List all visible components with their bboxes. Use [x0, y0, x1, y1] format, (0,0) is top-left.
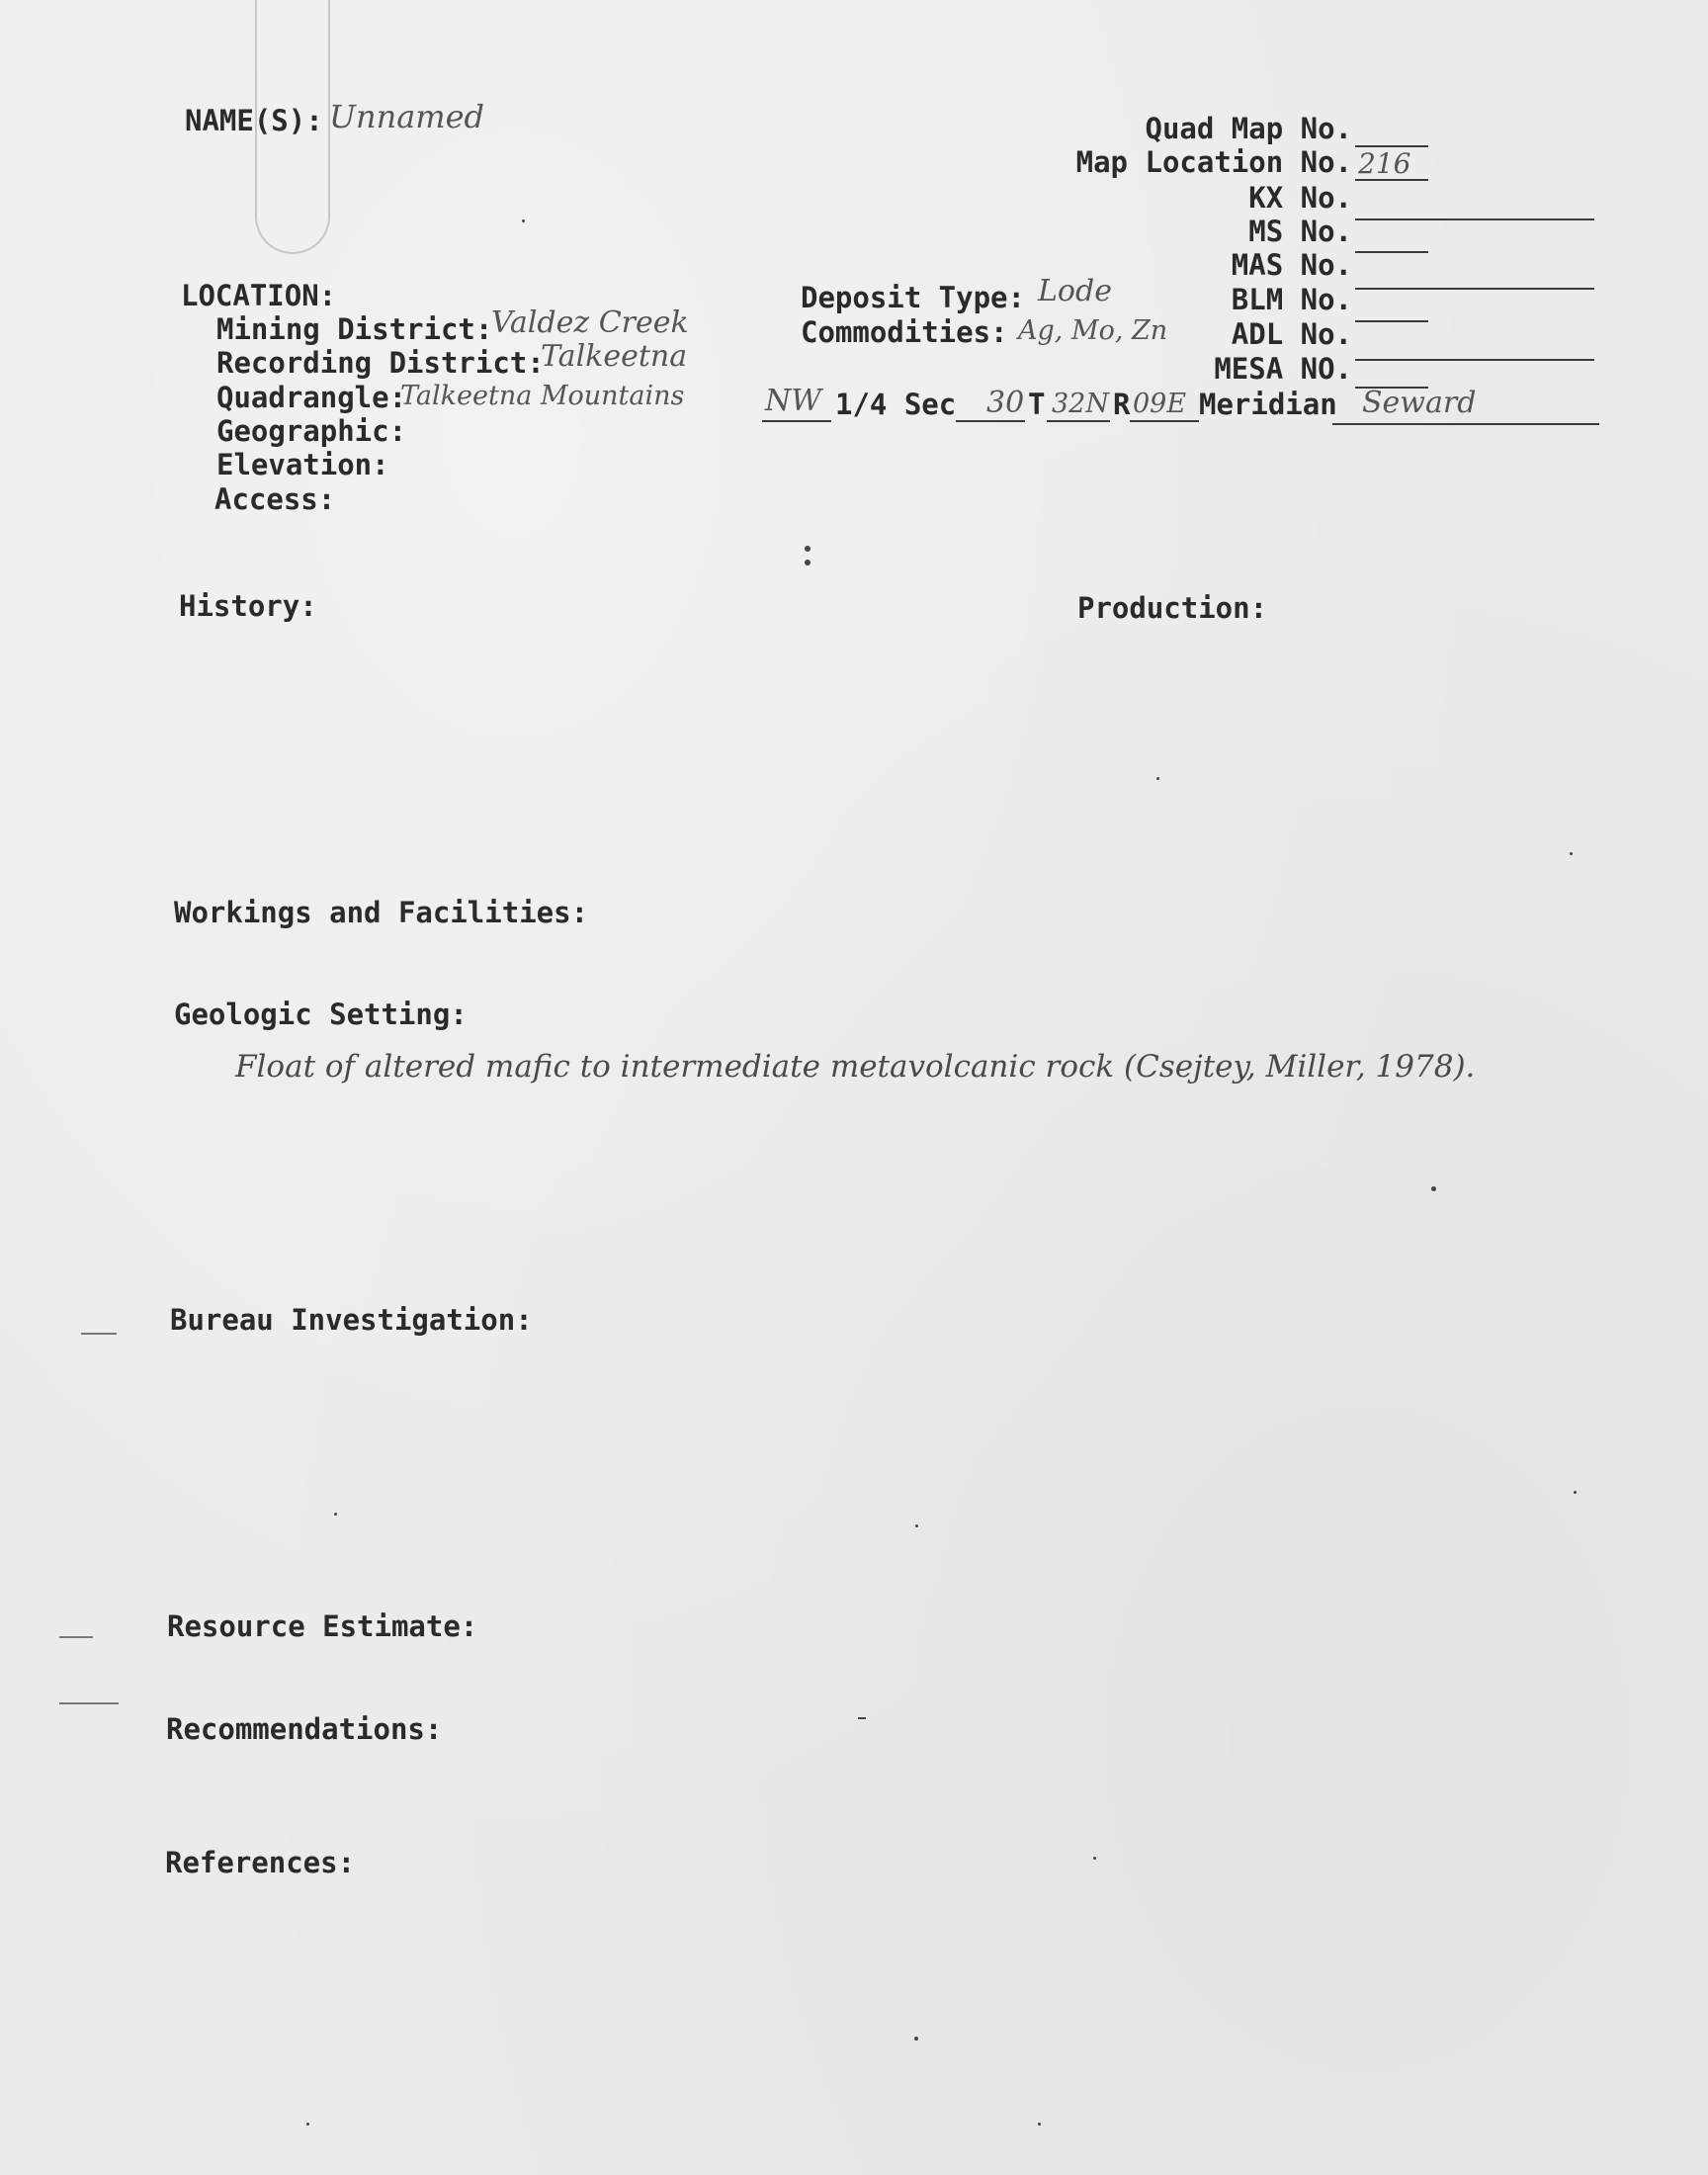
kx-no-label: KX No. — [1248, 181, 1352, 215]
adl-no-line — [1355, 359, 1594, 361]
mas-no-label: MAS No. — [1231, 248, 1352, 282]
mas-no-line — [1355, 288, 1594, 290]
scan-speck — [915, 1524, 918, 1527]
history-label: History: — [179, 589, 317, 623]
scan-speck — [334, 1513, 337, 1516]
access-label: Access: — [214, 482, 336, 516]
mining-district-value: Valdez Creek — [491, 305, 689, 340]
scan-speck — [1574, 1491, 1577, 1494]
workings-label: Workings and Facilities: — [174, 896, 589, 929]
scan-speck — [1570, 852, 1573, 855]
range-label: R — [1113, 388, 1131, 421]
quarter-line — [762, 420, 831, 422]
recording-district-label: Recording District: — [216, 346, 545, 380]
scan-speck — [914, 2037, 918, 2041]
quarter-value: NW — [765, 384, 822, 418]
deposit-type-label: Deposit Type: — [801, 281, 1025, 314]
ms-no-label: MS No. — [1248, 215, 1352, 248]
map-location-no-value: 216 — [1358, 147, 1411, 180]
township-value: 32N — [1052, 389, 1109, 419]
scan-speck — [522, 219, 525, 222]
colon-mark-bottom — [805, 560, 811, 566]
colon-mark-top — [805, 546, 811, 552]
production-label: Production: — [1077, 591, 1268, 625]
adl-no-label: ADL No. — [1231, 317, 1352, 351]
scan-speck — [81, 1333, 117, 1335]
quadrangle-label: Quadrangle: — [216, 381, 407, 414]
geologic-setting-text: Float of altered mafic to intermediate metavolcanic rock (Csejtey, Miller, 1978). — [235, 1049, 1476, 1085]
range-line — [1130, 420, 1199, 422]
scan-speck — [1093, 1857, 1096, 1860]
mining-district-label: Mining District: — [216, 312, 493, 346]
scan-speck — [59, 1636, 93, 1638]
recommendations-label: Recommendations: — [166, 1712, 443, 1746]
scan-speck — [306, 2123, 309, 2126]
geographic-label: Geographic: — [216, 414, 407, 448]
map-location-no-label: Map Location No. — [1075, 145, 1352, 179]
mesa-no-label: MESA NO. — [1214, 352, 1352, 386]
names-label: NAME(S): — [185, 104, 323, 137]
ms-no-line — [1355, 251, 1428, 253]
geologic-setting-label: Geologic Setting: — [174, 998, 468, 1031]
elevation-label: Elevation: — [216, 448, 389, 481]
section-value: 30 — [986, 386, 1025, 420]
scan-speck — [858, 1717, 866, 1719]
quadrangle-value: Talkeetna Mountains — [400, 381, 685, 411]
scan-speck — [59, 1702, 119, 1704]
location-heading: LOCATION: — [181, 279, 337, 312]
commodities-value: Ag, Mo, Zn — [1018, 315, 1168, 346]
meridian-value: Seward — [1362, 386, 1477, 420]
township-label: T — [1028, 388, 1046, 421]
names-value: Unnamed — [329, 98, 485, 135]
blm-no-line — [1355, 320, 1428, 322]
range-value: 09E — [1133, 389, 1187, 419]
kx-no-line — [1355, 218, 1594, 220]
recording-district-value: Talkeetna — [541, 339, 688, 374]
references-label: References: — [165, 1846, 356, 1879]
resource-estimate-label: Resource Estimate: — [167, 1610, 478, 1643]
bureau-investigation-label: Bureau Investigation: — [170, 1303, 533, 1337]
deposit-type-value: Lode — [1038, 274, 1112, 308]
quarter-section-label: 1/4 Sec — [835, 388, 957, 421]
township-line — [1047, 420, 1110, 422]
scan-speck — [1038, 2123, 1041, 2126]
scan-speck — [1156, 777, 1159, 780]
meridian-line — [1332, 423, 1599, 425]
quad-map-no-label: Quad Map No. — [1145, 112, 1352, 145]
commodities-label: Commodities: — [801, 315, 1008, 349]
meridian-label: Meridian — [1199, 388, 1337, 421]
section-line — [956, 420, 1025, 422]
scan-speck — [1431, 1186, 1436, 1191]
blm-no-label: BLM No. — [1231, 283, 1352, 316]
